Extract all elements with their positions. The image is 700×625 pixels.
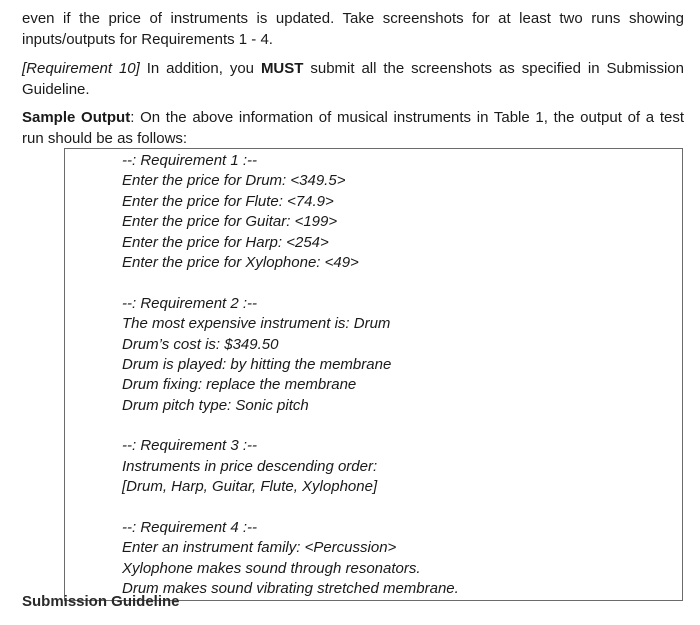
requirement-10-ref: [Requirement 10] xyxy=(22,60,140,77)
output-line: Instruments in price descending order: xyxy=(122,457,378,475)
p2-text-b: submit all the screenshots as specified in Submission xyxy=(303,60,684,77)
p3-line-1 xyxy=(22,107,684,128)
must-emphasis: MUST xyxy=(260,60,304,77)
output-line: [Drum, Harp, Guitar, Flute, Xylophone] xyxy=(122,478,378,496)
output-line: --: Requirement 4 :-- xyxy=(122,519,258,537)
output-line: Drum pitch type: Sonic pitch xyxy=(122,396,309,414)
p2-line-2: Guideline. xyxy=(22,81,90,98)
paragraph-sample-output-intro xyxy=(22,107,684,149)
output-line: Drum’s cost is: $349.50 xyxy=(122,335,279,353)
next-section-heading-cut xyxy=(22,593,180,613)
output-line: Drum makes sound vibrating stretched membrane. xyxy=(122,580,459,598)
p2-line-1 xyxy=(22,58,684,79)
output-line: --: Requirement 3 :-- xyxy=(122,437,258,455)
output-line: Enter the price for Guitar: <199> xyxy=(122,213,338,231)
output-line: Enter the price for Xylophone: <49> xyxy=(122,253,359,271)
output-line: Drum fixing: replace the membrane xyxy=(122,376,357,394)
output-line: Enter the price for Drum: <349.5> xyxy=(122,172,346,190)
sample-output-box xyxy=(64,148,683,601)
p3-text-a: : On the above information of musical instruments in Table 1, the output of a test xyxy=(130,109,684,126)
output-line: Enter the price for Harp: <254> xyxy=(122,233,329,251)
output-line: Drum is played: by hitting the membrane xyxy=(122,355,392,373)
output-line: Xylophone makes sound through resonators. xyxy=(122,559,421,577)
p3-line-2: run should be as follows: xyxy=(22,130,188,147)
paragraph-screenshot-instructions xyxy=(22,8,684,50)
output-blank-line xyxy=(122,416,459,436)
p2-text-a: In addition, you xyxy=(139,60,261,77)
paragraph-requirement-10 xyxy=(22,58,684,100)
output-line: The most expensive instrument is: Drum xyxy=(122,315,391,333)
output-line: --: Requirement 1 :-- xyxy=(122,152,258,169)
p1-line-1: even if the price of instruments is updated. Take screenshots for at least two runs showing xyxy=(22,10,684,27)
output-blank-line xyxy=(122,273,459,293)
output-blank-line xyxy=(122,498,459,518)
output-line: Enter an instrument family: <Percussion> xyxy=(122,539,397,557)
next-section-heading: Submission Guideline xyxy=(22,593,180,610)
output-line: --: Requirement 2 :-- xyxy=(122,294,258,312)
sample-output-lines xyxy=(122,151,459,600)
sample-output-label: Sample Output xyxy=(22,109,131,126)
output-line: Enter the price for Flute: <74.9> xyxy=(122,192,334,210)
p1-line-2: inputs/outputs for Requirements 1 - 4. xyxy=(22,31,273,48)
